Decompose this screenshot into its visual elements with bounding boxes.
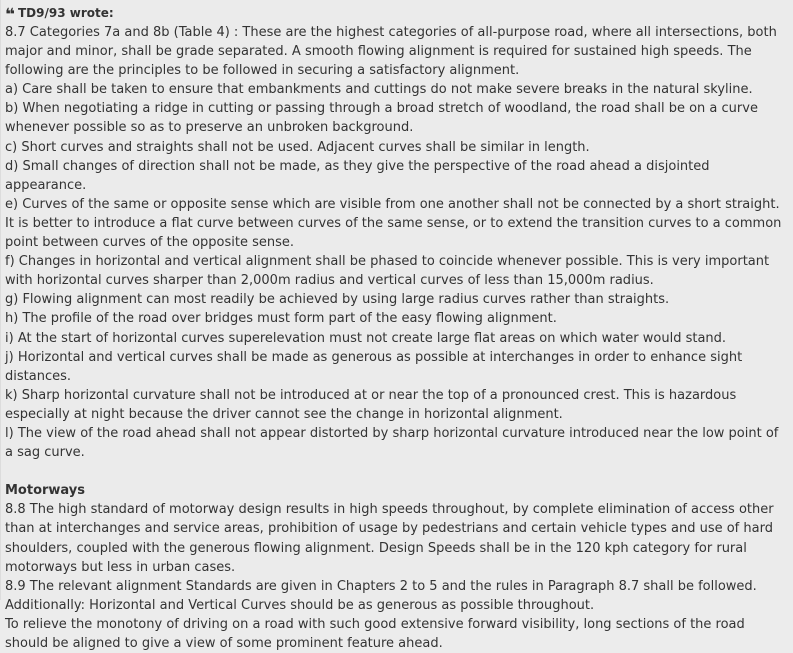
section-title-motorways: Motorways (5, 483, 86, 499)
quote-header (5, 3, 787, 25)
list-item-i: i) At the start of horizontal curves superelevation must not create large flat areas on which water would stand. (5, 330, 727, 346)
list-item-f: f) Changes in horizontal and vertical alignment shall be phased to coincide whenever possible. This is very important with horizontal curves sharper than 2,000m radius and vertical curves of less than 15,000m radius. (5, 254, 770, 289)
list-item-j: j) Horizontal and vertical curves shall be made as generous as possible at interchanges in order to enhance sight distances. (5, 349, 743, 384)
section-paragraph-monotony: To relieve the monotony of driving on a road with such good extensive forward visibility, long sections of the road should be aligned to give a view of some prominent feature ahead. (5, 616, 745, 651)
list-item-h: h) The profile of the road over bridges must form part of the easy flowing alignment. (5, 311, 557, 327)
quote-author-line[interactable]: TD9/93 wrote: (17, 5, 114, 20)
section-paragraph-8-9: 8.9 The relevant alignment Standards are given in Chapters 2 to 5 and the rules in Paragraph 8.7 shall be followed. Additionally: Horizontal and Vertical Curves should be as generous as possible throughout. (5, 578, 757, 613)
list-item-c: c) Short curves and straights shall not be used. Adjacent curves shall be similar in length. (5, 139, 590, 155)
list-item-e: e) Curves of the same or opposite sense which are visible from one another shall not be connected by a short straight. It is better to introduce a flat curve between curves of the same sense, or to extend the transition curves to a common point between curves of the opposite sense. (5, 196, 782, 251)
list-item-g: g) Flowing alignment can most readily be achieved by using large radius curves rather than straights. (5, 292, 670, 308)
section-paragraph-8-8: 8.8 The high standard of motorway design results in high speeds throughout, by complete elimination of access other than at interchanges and service areas, prohibition of usage by pedestrians and certain vehicle types and use of hard shoulders, coupled with the generous flowing alignment. Design Speeds shall be in the 120 kph category for rural motorways but less in urban cases. (5, 502, 774, 575)
quote-body (5, 23, 787, 653)
list-item-k: k) Sharp horizontal curvature shall not be introduced at or near the top of a pronounced crest. This is hazardous especially at night because the driver cannot see the change in horizontal alignment. (5, 387, 737, 422)
list-item-a: a) Care shall be taken to ensure that embankments and cuttings do not make severe breaks in the natural skyline. (5, 82, 753, 98)
intro-paragraph: 8.7 Categories 7a and 8b (Table 4) : These are the highest categories of all-purpose road, where all intersections, both major and minor, shall be grade separated. A smooth flowing alignment is required for sustained high speeds. The following are the principles to be followed in securing a satisfactory alignment. (5, 25, 777, 79)
paragraph-spacer (5, 462, 787, 481)
list-item-l: l) The view of the road ahead shall not appear distorted by sharp horizontal curvature introduced near the low point of a sag curve. (5, 425, 779, 461)
quote-icon: ❝ (5, 5, 15, 25)
list-item-d: d) Small changes of direction shall not be made, as they give the perspective of the road ahead a disjointed appearance. (5, 158, 710, 193)
list-item-b: b) When negotiating a ridge in cutting or passing through a broad stretch of woodland, the road shall be on a curve whenever possible so as to preserve an unbroken background. (5, 101, 758, 136)
